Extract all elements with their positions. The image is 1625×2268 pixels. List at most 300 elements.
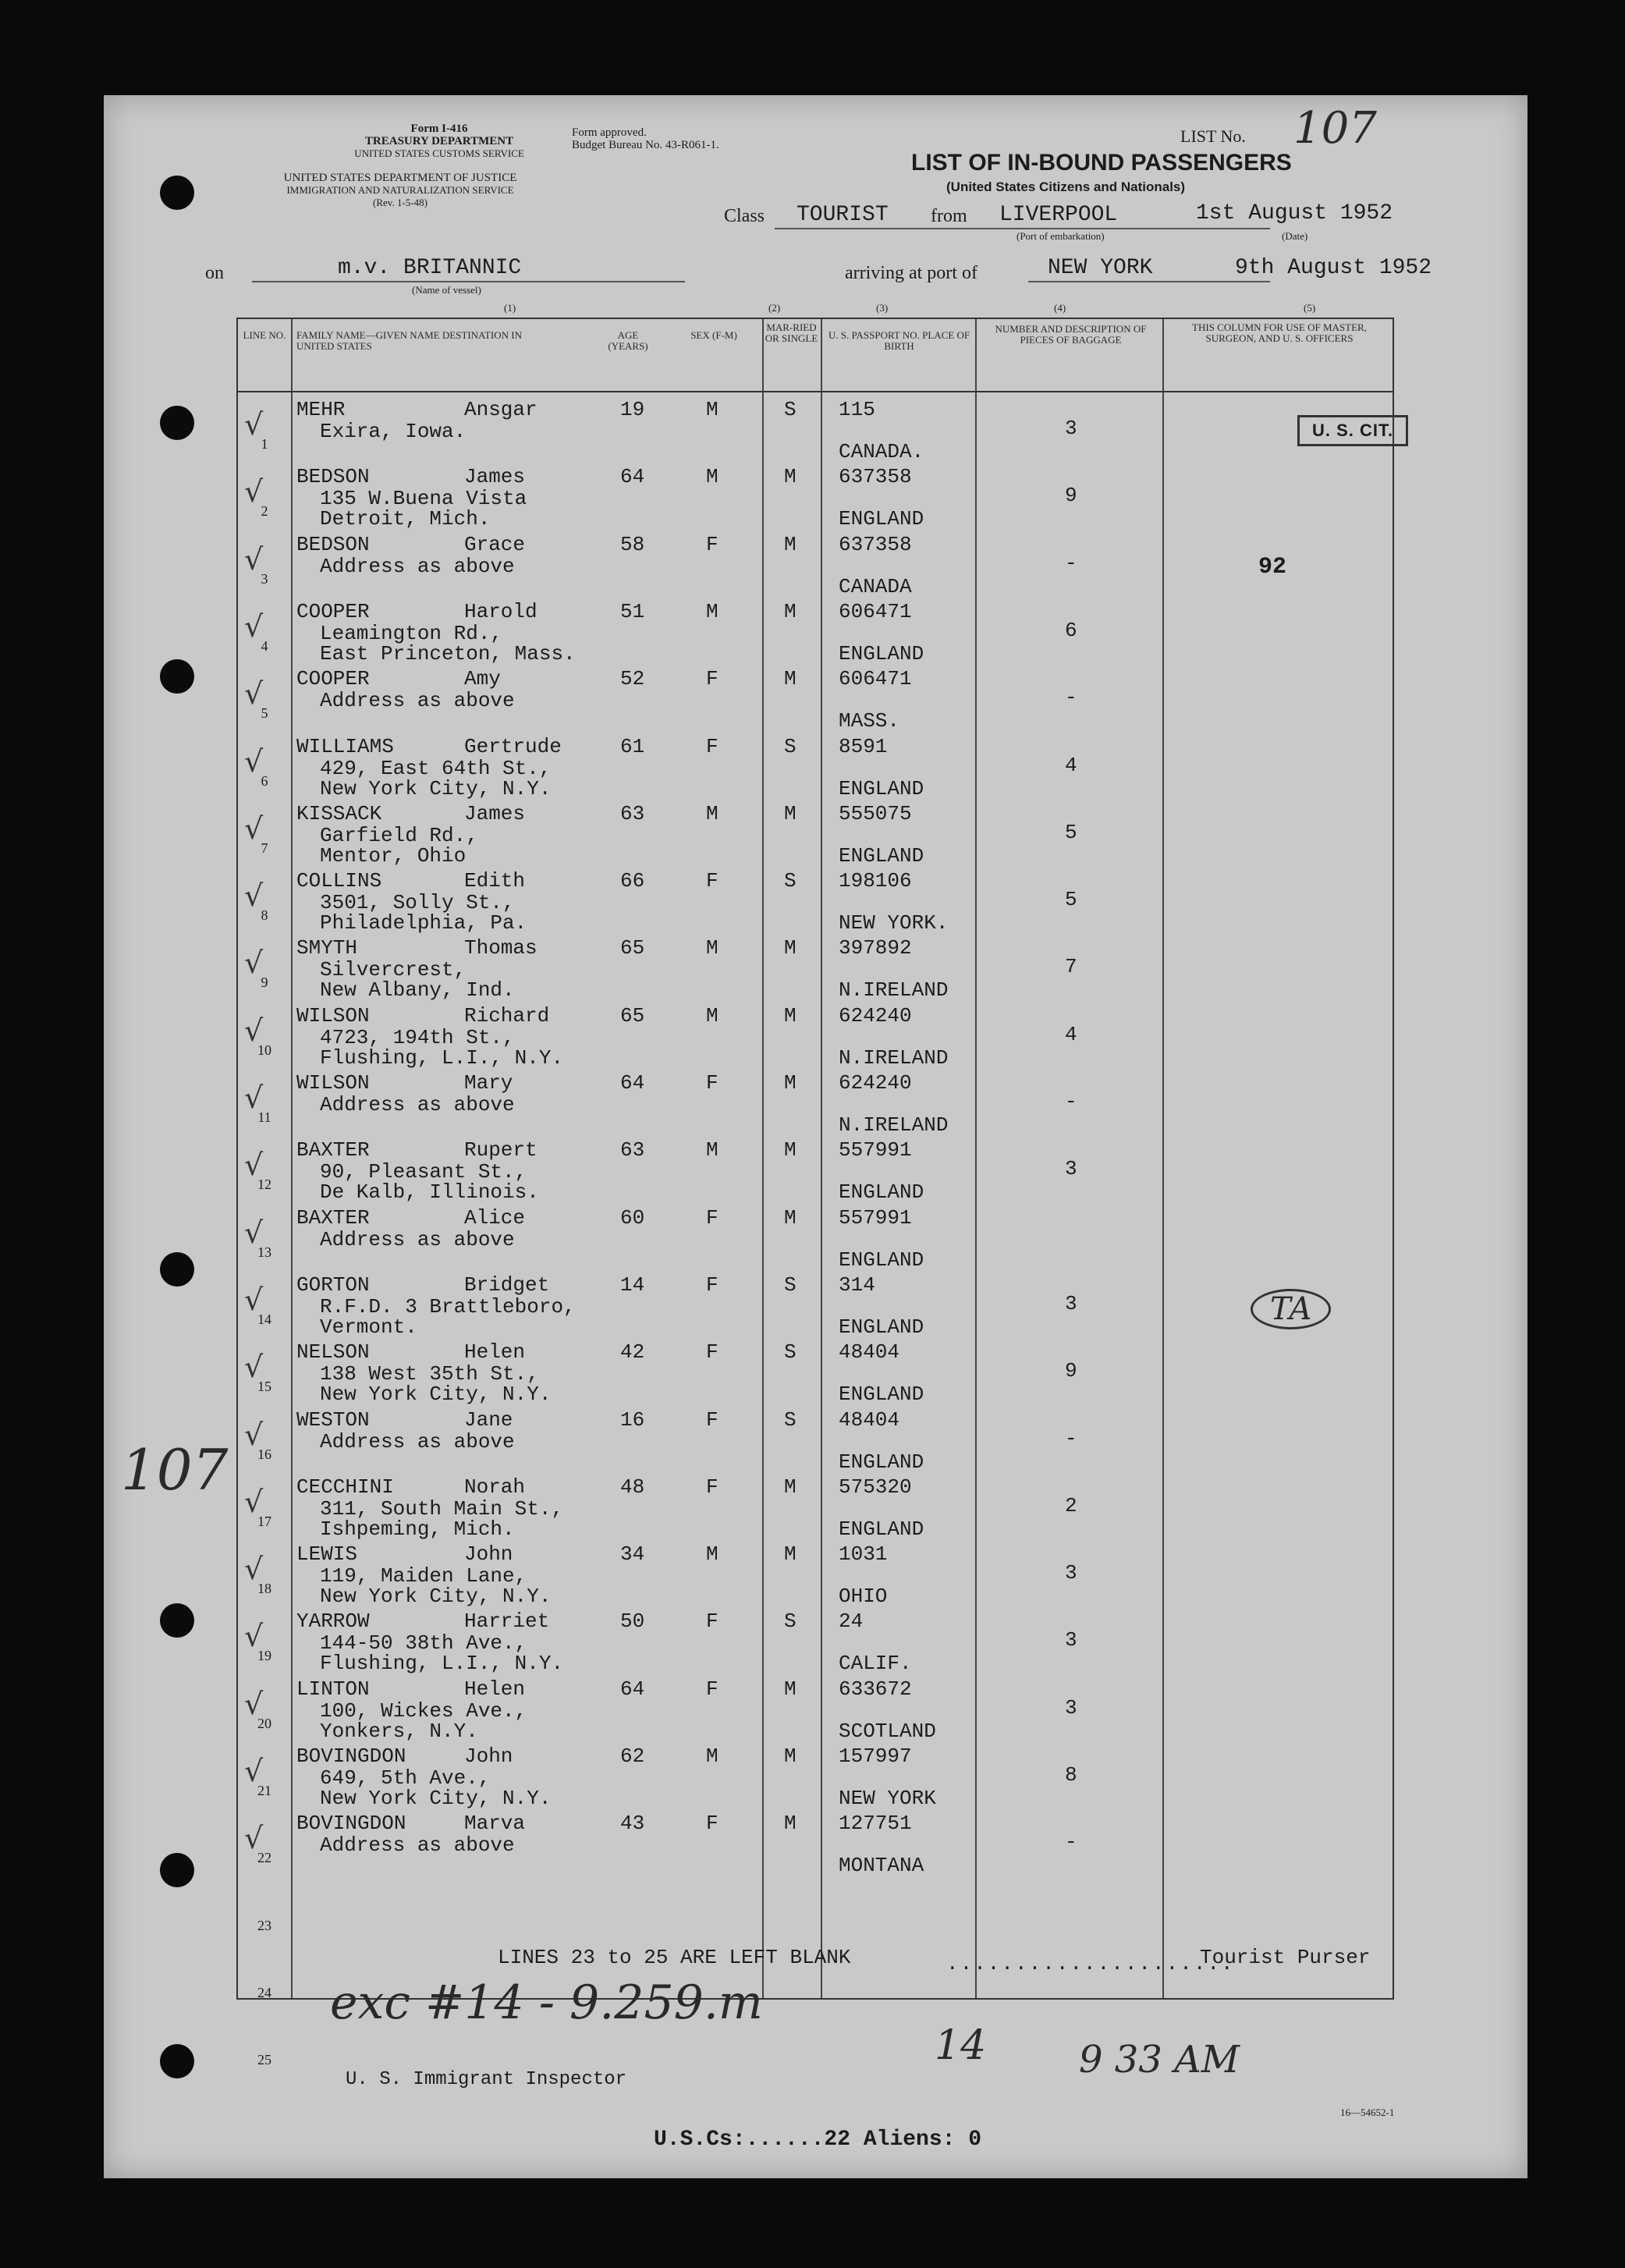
baggage-count: 9 xyxy=(1065,1359,1077,1383)
line-number: 23 xyxy=(257,1917,271,1933)
place-of-birth: NEW YORK xyxy=(839,1787,936,1810)
marital-status: M xyxy=(784,667,797,691)
given-name: Mary xyxy=(464,1071,513,1095)
marital-status: M xyxy=(784,1812,797,1836)
line-number: 4 xyxy=(261,637,268,654)
col-num-1: (1) xyxy=(504,302,516,314)
checkmark-icon: √ xyxy=(244,1417,264,1452)
line-number: 3 xyxy=(261,570,268,587)
baggage-count: - xyxy=(1065,1426,1077,1450)
table-row xyxy=(238,1201,1393,1272)
number-92: 92 xyxy=(1258,554,1287,580)
age-value: 34 xyxy=(620,1542,645,1567)
marital-status: S xyxy=(784,1610,797,1634)
page-subtitle: (United States Citizens and Nationals) xyxy=(946,179,1186,194)
destination-line1: Silvercrest, xyxy=(320,958,467,982)
destination-line1: 3501, Solly St., xyxy=(320,891,515,915)
family-name: WILSON xyxy=(296,1003,370,1028)
passport-number: 637358 xyxy=(839,532,912,556)
given-name: Ansgar xyxy=(464,398,538,421)
line-number: 21 xyxy=(257,1783,271,1798)
age-value: 65 xyxy=(620,1003,645,1028)
binder-hole xyxy=(160,1252,194,1287)
table-row xyxy=(238,932,1393,1003)
age-value: 43 xyxy=(620,1812,645,1836)
destination-line2: New York City, N.Y. xyxy=(320,1382,552,1407)
table-row xyxy=(238,460,1393,531)
line-number: 15 xyxy=(257,1379,271,1395)
marital-status: M xyxy=(784,1071,797,1095)
line-number: 10 xyxy=(257,1042,271,1058)
arriving-label: arriving at port of xyxy=(845,263,977,283)
passport-number: 314 xyxy=(839,1272,875,1297)
checkmark-icon: √ xyxy=(244,1081,264,1115)
given-name: James xyxy=(464,465,526,489)
line-number: 12 xyxy=(257,1177,271,1193)
baggage-count: 5 xyxy=(1065,820,1077,844)
family-name: WILLIAMS xyxy=(296,734,394,758)
baggage-count: 7 xyxy=(1065,955,1077,979)
passport-number: 606471 xyxy=(839,667,912,691)
line-number: 25 xyxy=(257,2052,271,2068)
family-name: BAXTER xyxy=(296,1205,370,1230)
th-sex: SEX (F-M) xyxy=(690,329,737,341)
ins-name: IMMIGRATION AND NATURALIZATION SERVICE xyxy=(286,184,514,196)
passport-number: 557991 xyxy=(839,1205,912,1230)
destination-line1: 138 West 35th St., xyxy=(320,1362,539,1386)
class-label: Class xyxy=(724,206,765,226)
given-name: Norah xyxy=(464,1475,526,1499)
checkmark-icon: √ xyxy=(244,1619,264,1654)
checkmark-icon: √ xyxy=(244,541,264,577)
sex-value: M xyxy=(706,1744,718,1768)
given-name: Jane xyxy=(464,1407,513,1432)
baggage-count: 6 xyxy=(1065,618,1077,642)
passport-number: 624240 xyxy=(839,1003,912,1028)
checkmark-icon: √ xyxy=(244,609,264,644)
place-of-birth: ENGLAND xyxy=(839,1180,924,1205)
us-cit-stamp: U. S. CIT. xyxy=(1297,415,1408,446)
customs-service: UNITED STATES CUSTOMS SERVICE xyxy=(354,147,524,159)
from-value: LIVERPOOL xyxy=(999,203,1118,227)
age-value: 62 xyxy=(620,1744,645,1768)
table-row xyxy=(238,1740,1393,1808)
marital-status: M xyxy=(784,1542,797,1567)
place-of-birth: N.IRELAND xyxy=(839,978,949,1003)
arrival-port: NEW YORK xyxy=(1048,256,1153,280)
passport-number: 157997 xyxy=(839,1744,912,1768)
checkmark-icon: √ xyxy=(244,676,264,712)
marital-status: S xyxy=(784,1407,797,1432)
vessel-note: (Name of vessel) xyxy=(412,284,481,296)
sex-value: F xyxy=(706,734,718,758)
family-name: LEWIS xyxy=(296,1542,358,1567)
sex-value: M xyxy=(706,1138,718,1162)
destination-line2: New York City, N.Y. xyxy=(320,1787,552,1810)
place-of-birth: MONTANA xyxy=(839,1854,924,1878)
destination-line2: Flushing, L.I., N.Y. xyxy=(320,1652,564,1676)
destination-line1: 311, South Main St., xyxy=(320,1496,564,1521)
sex-value: F xyxy=(706,1340,718,1365)
vessel-name: m.v. BRITANNIC xyxy=(338,256,522,280)
list-no-label: LIST No. xyxy=(1180,126,1246,146)
age-value: 58 xyxy=(620,532,645,556)
line-number: 8 xyxy=(261,907,268,924)
purser-label: Tourist Purser xyxy=(1200,1946,1371,1969)
age-value: 64 xyxy=(620,1071,645,1095)
line-number: 7 xyxy=(261,839,268,856)
checkmark-icon: √ xyxy=(244,744,264,779)
marital-status: M xyxy=(784,465,797,489)
checkmark-icon: √ xyxy=(244,1215,264,1250)
checkmark-icon: √ xyxy=(244,1552,264,1587)
passport-number: 606471 xyxy=(839,599,912,623)
class-value: TOURIST xyxy=(797,203,889,227)
handwritten-time: 9 33 AM xyxy=(1079,2038,1240,2082)
given-name: Grace xyxy=(464,532,526,556)
baggage-count: 3 xyxy=(1065,417,1077,440)
col-num-3: (3) xyxy=(876,302,889,314)
place-of-birth: CALIF. xyxy=(839,1652,912,1676)
line-number: 14 xyxy=(257,1311,271,1327)
family-name: MEHR xyxy=(296,398,346,421)
blank-lines-note: LINES 23 to 25 ARE LEFT BLANK xyxy=(498,1946,851,1969)
th-married: MAR-RIED OR SINGLE xyxy=(765,321,818,344)
passport-number: 48404 xyxy=(839,1340,900,1365)
table-row xyxy=(238,1673,1393,1741)
marital-status: M xyxy=(784,1205,797,1230)
baggage-count: - xyxy=(1065,1090,1077,1113)
destination-line2: De Kalb, Illinois. xyxy=(320,1180,539,1205)
given-name: John xyxy=(464,1744,513,1768)
family-name: COLLINS xyxy=(296,869,382,893)
th-passport: U. S. PASSPORT NO. PLACE OF BIRTH xyxy=(828,329,970,352)
destination-line1: 4723, 194th St., xyxy=(320,1025,515,1049)
destination-line2: New York City, N.Y. xyxy=(320,1585,552,1609)
line-number: 18 xyxy=(257,1581,271,1597)
header-separator xyxy=(238,391,1393,392)
given-name: John xyxy=(464,1542,513,1567)
class-underline xyxy=(775,228,1009,229)
baggage-count: 4 xyxy=(1065,1022,1077,1046)
port-note: (Port of embarkation) xyxy=(1017,230,1105,242)
sex-value: F xyxy=(706,1205,718,1230)
place-of-birth: NEW YORK. xyxy=(839,911,949,935)
rev-date: (Rev. 1-5-48) xyxy=(373,197,428,208)
age-value: 51 xyxy=(620,599,645,623)
date-note: (Date) xyxy=(1282,230,1308,242)
departure-date: 1st August 1952 xyxy=(1196,201,1393,225)
destination-line2: Ishpeming, Mich. xyxy=(320,1517,515,1541)
marital-status: M xyxy=(784,1003,797,1028)
family-name: COOPER xyxy=(296,667,370,691)
destination-line1: 649, 5th Ave., xyxy=(320,1766,491,1790)
passport-number: 575320 xyxy=(839,1475,912,1499)
baggage-count: 3 xyxy=(1065,1561,1077,1585)
baggage-count: 8 xyxy=(1065,1763,1077,1787)
line-number: 17 xyxy=(257,1513,271,1529)
marital-status: S xyxy=(784,398,797,421)
family-name: SMYTH xyxy=(296,936,358,960)
handwritten-14: 14 xyxy=(935,2022,987,2069)
place-of-birth: ENGLAND xyxy=(839,1315,924,1339)
sex-value: F xyxy=(706,1475,718,1499)
place-of-birth: CANADA. xyxy=(839,440,924,463)
checkmark-icon: √ xyxy=(244,811,264,846)
marital-status: S xyxy=(784,1272,797,1297)
destination-line1: 100, Wickes Ave., xyxy=(320,1698,527,1723)
sex-value: F xyxy=(706,1407,718,1432)
given-name: James xyxy=(464,801,526,825)
destination-line1: Address as above xyxy=(320,554,515,578)
destination-line1: Address as above xyxy=(320,689,515,713)
sex-value: F xyxy=(706,1677,718,1701)
table-row xyxy=(238,595,1393,663)
age-value: 65 xyxy=(620,936,645,960)
line-number: 6 xyxy=(261,772,268,789)
destination-line2: East Princeton, Mass. xyxy=(320,641,576,665)
line-number: 13 xyxy=(257,1244,271,1260)
passport-number: 127751 xyxy=(839,1812,912,1836)
age-value: 19 xyxy=(620,398,645,421)
sex-value: F xyxy=(706,869,718,893)
destination-line1: 119, Maiden Lane, xyxy=(320,1564,527,1588)
manifest-sheet xyxy=(104,95,1527,2178)
marital-status: M xyxy=(784,936,797,960)
th-age: AGE (YEARS) xyxy=(608,329,648,352)
baggage-count: - xyxy=(1065,551,1077,575)
family-name: BEDSON xyxy=(296,532,370,556)
destination-line1: 429, East 64th St., xyxy=(320,756,552,780)
destination-line1: Address as above xyxy=(320,1833,515,1858)
place-of-birth: ENGLAND xyxy=(839,1382,924,1407)
table-row xyxy=(238,1538,1393,1609)
table-row xyxy=(238,662,1393,733)
form-number: Form I-416 xyxy=(410,122,468,135)
given-name: Rupert xyxy=(464,1138,538,1162)
vessel-underline xyxy=(252,281,685,282)
marital-status: S xyxy=(784,1340,797,1365)
baggage-count: - xyxy=(1065,686,1077,710)
destination-line1: Exira, Iowa. xyxy=(320,420,467,443)
col-num-5: (5) xyxy=(1304,302,1316,314)
passport-number: 48404 xyxy=(839,1407,900,1432)
table-row xyxy=(238,730,1393,798)
table-row xyxy=(238,1605,1393,1676)
sex-value: M xyxy=(706,599,718,623)
arrival-underline xyxy=(1028,281,1270,282)
given-name: Helen xyxy=(464,1677,526,1701)
checkmark-icon: √ xyxy=(244,1350,264,1385)
family-name: GORTON xyxy=(296,1272,370,1297)
sex-value: M xyxy=(706,936,718,960)
passport-number: 397892 xyxy=(839,936,912,960)
table-row xyxy=(238,1807,1393,1878)
sex-value: M xyxy=(706,1542,718,1567)
destination-line1: Address as above xyxy=(320,1093,515,1116)
age-value: 63 xyxy=(620,801,645,825)
table-row xyxy=(238,1067,1393,1137)
checkmark-icon: √ xyxy=(244,1686,264,1721)
sex-value: F xyxy=(706,1812,718,1836)
marital-status: M xyxy=(784,1677,797,1701)
family-name: WILSON xyxy=(296,1071,370,1095)
passport-number: 555075 xyxy=(839,801,912,825)
place-of-birth: ENGLAND xyxy=(839,1517,924,1541)
baggage-count: 3 xyxy=(1065,1157,1077,1181)
binder-hole xyxy=(160,2044,194,2078)
marital-status: S xyxy=(784,869,797,893)
age-value: 64 xyxy=(620,465,645,489)
sex-value: F xyxy=(706,667,718,691)
marital-status: M xyxy=(784,1475,797,1499)
binder-hole xyxy=(160,659,194,694)
checkmark-icon: √ xyxy=(244,1282,264,1317)
place-of-birth: N.IRELAND xyxy=(839,1045,949,1070)
age-value: 52 xyxy=(620,667,645,691)
given-name: Helen xyxy=(464,1340,526,1365)
passport-number: 637358 xyxy=(839,465,912,489)
baggage-count: 3 xyxy=(1065,1695,1077,1720)
place-of-birth: ENGLAND xyxy=(839,1450,924,1474)
checkmark-icon: √ xyxy=(244,946,264,981)
destination-line1: Address as above xyxy=(320,1429,515,1453)
destination-line1: Address as above xyxy=(320,1227,515,1251)
page-title: LIST OF IN-BOUND PASSENGERS xyxy=(911,150,1292,176)
line-number: 2 xyxy=(261,503,268,520)
from-label: from xyxy=(931,206,967,226)
sex-value: M xyxy=(706,801,718,825)
table-row xyxy=(238,1404,1393,1474)
on-label: on xyxy=(205,263,224,283)
sex-value: M xyxy=(706,1003,718,1028)
age-value: 60 xyxy=(620,1205,645,1230)
age-value: 16 xyxy=(620,1407,645,1432)
line-number: 9 xyxy=(261,974,268,991)
place-of-birth: ENGLAND xyxy=(839,1248,924,1272)
family-name: KISSACK xyxy=(296,801,382,825)
family-name: NELSON xyxy=(296,1340,370,1365)
th-name: FAMILY NAME—GIVEN NAME DESTINATION IN UNITED STATES xyxy=(296,329,523,352)
age-value: 63 xyxy=(620,1138,645,1162)
justice-dept: UNITED STATES DEPARTMENT OF JUSTICE xyxy=(283,172,517,184)
checkmark-icon: √ xyxy=(244,1821,264,1856)
from-underline xyxy=(981,228,1270,229)
marital-status: M xyxy=(784,532,797,556)
list-no: 107 xyxy=(1293,103,1377,154)
margin-107: 107 xyxy=(121,1437,229,1503)
destination-line1: R.F.D. 3 Brattleboro, xyxy=(320,1294,576,1319)
place-of-birth: MASS. xyxy=(839,709,900,733)
binder-hole xyxy=(160,1853,194,1887)
form-approved: Form approved. xyxy=(572,126,647,139)
marital-status: M xyxy=(784,599,797,623)
baggage-count: 5 xyxy=(1065,888,1077,912)
passport-number: 1031 xyxy=(839,1542,888,1567)
age-value: 42 xyxy=(620,1340,645,1365)
baggage-count: 2 xyxy=(1065,1493,1077,1517)
checkmark-icon: √ xyxy=(244,474,264,509)
checkmark-icon: √ xyxy=(244,1754,264,1788)
marital-status: S xyxy=(784,734,797,758)
line-number: 20 xyxy=(257,1715,271,1731)
destination-line2: New York City, N.Y. xyxy=(320,776,552,800)
binder-hole xyxy=(160,406,194,440)
given-name: Edith xyxy=(464,869,526,893)
col-num-2: (2) xyxy=(768,302,781,314)
table-row xyxy=(238,999,1393,1070)
family-name: CECCHINI xyxy=(296,1475,394,1499)
marital-status: M xyxy=(784,801,797,825)
passport-number: 198106 xyxy=(839,869,912,893)
destination-line2: Philadelphia, Pa. xyxy=(320,911,527,935)
table-row xyxy=(238,1471,1393,1539)
baggage-count: 3 xyxy=(1065,1291,1077,1315)
passport-number: 557991 xyxy=(839,1138,912,1162)
binder-hole xyxy=(160,176,194,210)
destination-line2: Vermont. xyxy=(320,1315,417,1339)
line-number: 22 xyxy=(257,1850,271,1866)
ta-mark: TA xyxy=(1251,1289,1331,1329)
table-row xyxy=(238,528,1393,596)
table-row xyxy=(238,1134,1393,1205)
col-num-4: (4) xyxy=(1054,302,1066,314)
sex-value: F xyxy=(706,1272,718,1297)
age-value: 61 xyxy=(620,734,645,758)
baggage-count: 4 xyxy=(1065,753,1077,777)
table-row xyxy=(238,1269,1393,1339)
arrival-date: 9th August 1952 xyxy=(1235,256,1432,280)
baggage-count: 9 xyxy=(1065,484,1077,508)
th-use: THIS COLUMN FOR USE OF MASTER, SURGEON, AND U. S. OFFICERS xyxy=(1192,321,1367,344)
place-of-birth: ENGLAND xyxy=(839,641,924,665)
table-row xyxy=(238,797,1393,868)
given-name: Harriet xyxy=(464,1610,550,1634)
line-number: 5 xyxy=(261,705,268,722)
binder-hole xyxy=(160,1603,194,1638)
justice-block xyxy=(225,172,576,209)
inspector-label: U. S. Immigrant Inspector xyxy=(346,2069,627,2090)
line-number: 1 xyxy=(261,436,268,452)
place-of-birth: ENGLAND xyxy=(839,843,924,868)
table-row xyxy=(238,1875,1393,1943)
place-of-birth: OHIO xyxy=(839,1585,888,1609)
destination-line1: 144-50 38th Ave., xyxy=(320,1631,527,1656)
destination-line2: Detroit, Mich. xyxy=(320,507,491,531)
baggage-count: 3 xyxy=(1065,1628,1077,1652)
family-name: BOVINGDON xyxy=(296,1812,406,1836)
sex-value: F xyxy=(706,1610,718,1634)
destination-line2: Yonkers, N.Y. xyxy=(320,1719,478,1743)
age-value: 50 xyxy=(620,1610,645,1634)
place-of-birth: CANADA xyxy=(839,574,912,598)
baggage-count: - xyxy=(1065,1830,1077,1855)
line-number: 24 xyxy=(257,1984,271,2000)
destination-line2: Mentor, Ohio xyxy=(320,843,467,868)
sex-value: M xyxy=(706,465,718,489)
family-name: BEDSON xyxy=(296,465,370,489)
passport-number: 115 xyxy=(839,398,875,421)
table-row xyxy=(238,1336,1393,1407)
destination-line2: New Albany, Ind. xyxy=(320,978,515,1003)
age-value: 48 xyxy=(620,1475,645,1499)
family-name: LINTON xyxy=(296,1677,370,1701)
family-name: WESTON xyxy=(296,1407,370,1432)
approval-block xyxy=(572,126,719,151)
given-name: Bridget xyxy=(464,1272,550,1297)
checkmark-icon: √ xyxy=(244,878,264,914)
age-value: 14 xyxy=(620,1272,645,1297)
